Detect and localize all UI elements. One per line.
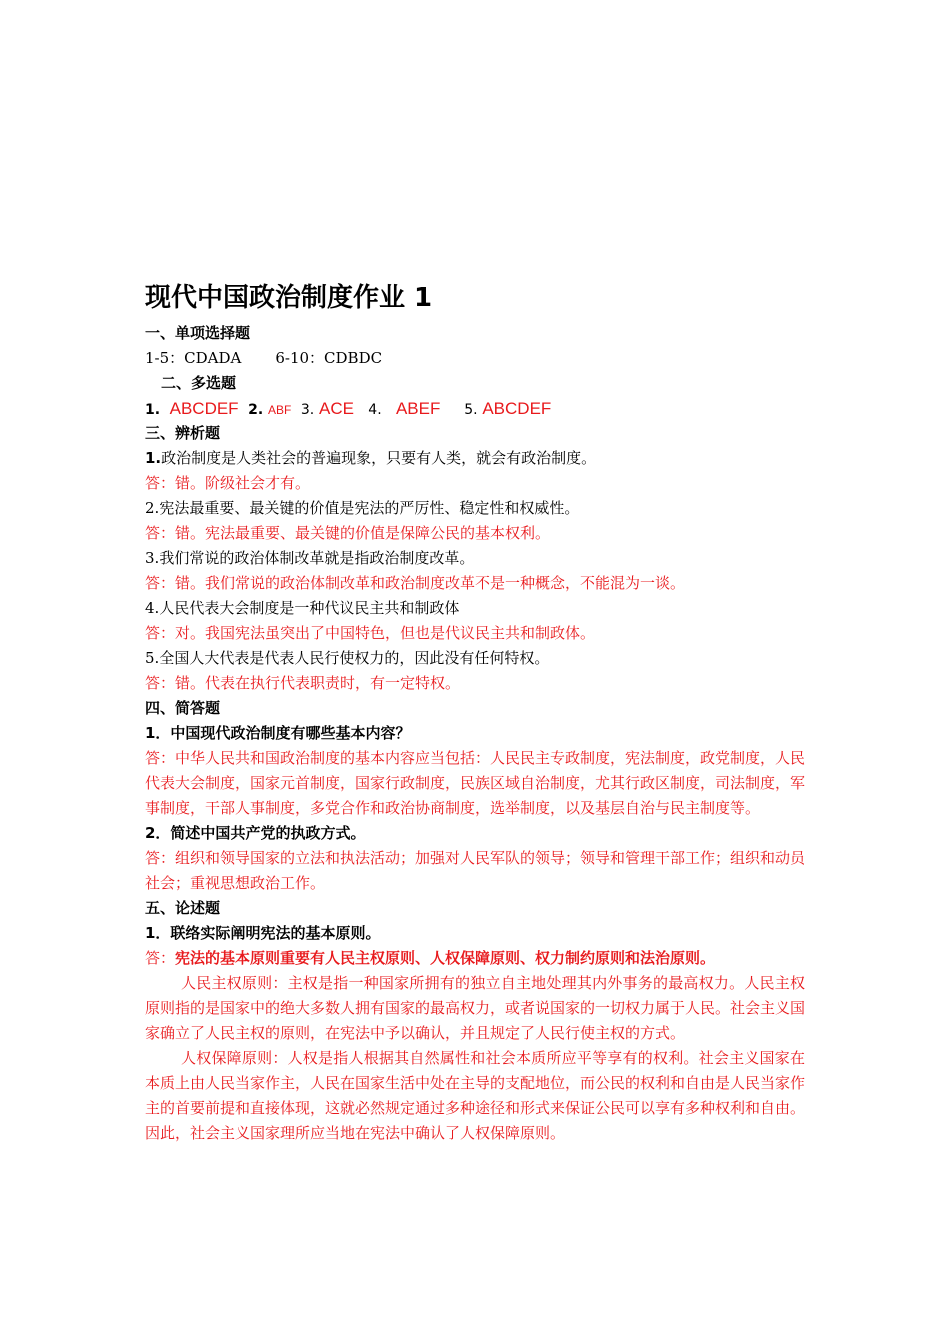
mc-number: 3. [300, 402, 315, 418]
mc-answer: ABCDEF [482, 399, 552, 418]
answer-prefix: 答： [145, 949, 176, 967]
mc-number: 5. [464, 402, 478, 418]
question-number: 5. [145, 649, 160, 667]
essay-answer-summary [145, 946, 805, 971]
section-heading-multiple-choice: 二、多选题 [161, 374, 237, 392]
section-heading-essay: 五、论述题 [145, 899, 221, 917]
short-answer-question-2: 2．简述中国共产党的执政方式。 [145, 824, 366, 842]
document-page [145, 279, 805, 1146]
essay-paragraph-human-rights: 人权保障原则：人权是指人根据其自然属性和社会本质所应平等享有的权利。社会主义国家在本质上由人民当家作主，人民在国家生活中处在主导的支配地位，而公民的权利和自由是人民当家作主的首要前提和直接体现，这就必然规定通过多种途径和形式来保证公民可以享有多种权利和自由。因此，社会主义国家理所应当地在宪法中确认了人权保障原则。 [145, 1049, 806, 1142]
section-heading-analysis: 三、辨析题 [145, 424, 221, 442]
short-answer-answer-2: 答：组织和领导国家的立法和执法活动；加强对人民军队的领导；领导和管理干部工作；组织和动员社会；重视思想政治工作。 [145, 849, 806, 892]
short-answer-answer-1: 答：中华人民共和国政治制度的基本内容应当包括：人民民主专政制度，宪法制度，政党制度，人民代表大会制度，国家元首制度，国家行政制度，民族区域自治制度，尤其行政区制度，司法制度，军事制度，干部人事制度，多党合作和政治协商制度，选举制度，以及基层自治与民主制度等。 [145, 749, 806, 817]
analysis-question [145, 496, 805, 521]
question-number: 2. [145, 499, 160, 517]
single-choice-answers-6-10: 6-10：CDBDC [275, 349, 383, 367]
section-heading-short-answer: 四、简答题 [145, 699, 221, 717]
mc-answer: ABEF [395, 399, 441, 418]
section-heading-single-choice: 一、单项选择题 [145, 324, 251, 342]
mc-answer: ACE [319, 399, 354, 418]
single-choice-answers-1-5: 1-5：CDADA [145, 349, 242, 367]
short-answer-question-1: 1．中国现代政治制度有哪些基本内容？ [145, 724, 411, 742]
question-number: 4. [145, 599, 160, 617]
essay-question-1: 1．联络实际阐明宪法的基本原则。 [145, 924, 381, 942]
analysis-question [145, 646, 805, 671]
analysis-answer: 答：对。我国宪法虽突出了中国特色，但也是代议民主共和制政体。 [145, 624, 596, 642]
question-number: 1. [145, 449, 162, 467]
analysis-question [145, 546, 805, 571]
question-text: 宪法最重要、最关键的价值是宪法的严厉性、稳定性和权威性。 [159, 499, 580, 517]
analysis-answer: 答：错。代表在执行代表职责时，有一定特权。 [145, 674, 461, 692]
mc-number: 4. [368, 402, 382, 418]
analysis-question [145, 446, 805, 471]
analysis-question [145, 596, 805, 621]
analysis-answer: 答：错。我们常说的政治体制改革和政治制度改革不是一种概念，不能混为一谈。 [145, 574, 686, 592]
question-text: 我们常说的政治体制改革就是指政治制度改革。 [159, 549, 475, 567]
question-text: 政治制度是人类社会的普遍现象，只要有人类，就会有政治制度。 [161, 449, 597, 467]
answer-summary-bold: 宪法的基本原则重要有人民主权原则、人权保障原则、权力制约原则和法治原则。 [175, 949, 716, 967]
analysis-answer: 答：错。阶级社会才有。 [145, 474, 311, 492]
question-number: 3. [145, 549, 160, 567]
question-text: 人民代表大会制度是一种代议民主共和制政体 [159, 599, 460, 617]
question-text: 全国人大代表是代表人民行使权力的，因此没有任何特权。 [159, 649, 550, 667]
mc-number: 1. [145, 402, 161, 418]
mc-answer: ABCDEF [169, 399, 239, 418]
mc-answer: ABF [267, 403, 292, 417]
essay-paragraph-popular-sovereignty: 人民主权原则：主权是指一种国家所拥有的独立自主地处理其内外事务的最高权力。人民主权原则指的是国家中的绝大多数人拥有国家的最高权力，或者说国家的一切权力属于人民。社会主义国家确立了人民主权的原则，在宪法中予以确认，并且规定了人民行使主权的方式。 [145, 974, 806, 1042]
single-choice-answers [145, 346, 805, 371]
multiple-choice-answers [145, 396, 805, 421]
mc-number: 2. [248, 402, 264, 418]
document-title: 现代中国政治制度作业 1 [145, 283, 433, 313]
analysis-answer: 答：错。宪法最重要、最关键的价值是保障公民的基本权利。 [145, 524, 551, 542]
